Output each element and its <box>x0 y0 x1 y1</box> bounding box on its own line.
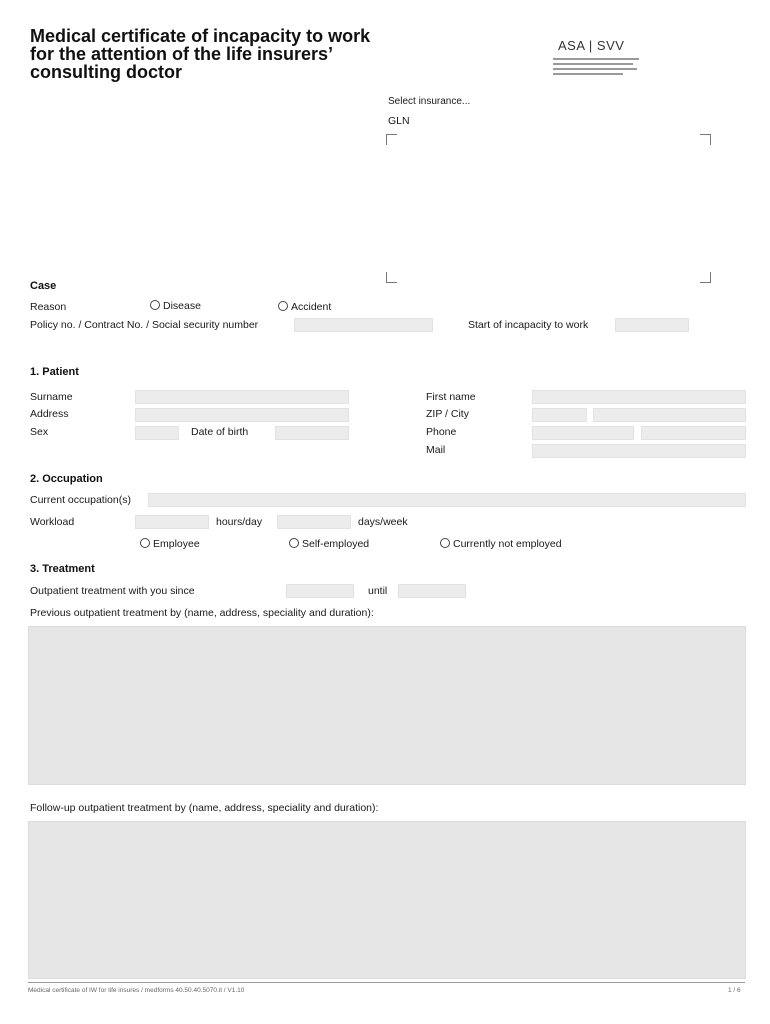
days-per-week-field[interactable] <box>277 515 351 529</box>
occupation-heading: 2. Occupation <box>30 473 103 485</box>
workload-label: Workload <box>30 516 75 528</box>
policy-number-label: Policy no. / Contract No. / Social security number <box>30 319 259 331</box>
start-incapacity-field[interactable] <box>615 318 689 332</box>
phone-field-2[interactable] <box>641 426 746 440</box>
accident-radio[interactable] <box>278 301 331 313</box>
outpatient-until-field[interactable] <box>398 584 466 598</box>
accident-label: Accident <box>291 301 332 313</box>
phone-label: Phone <box>426 426 457 438</box>
employee-label: Employee <box>153 538 200 550</box>
not-employed-radio[interactable] <box>440 538 562 550</box>
select-insurance-dropdown[interactable]: Select insurance... <box>388 96 471 107</box>
address-frame-corner-br <box>700 272 711 283</box>
followup-treatment-textarea[interactable] <box>28 821 746 979</box>
treatment-heading: 3. Treatment <box>30 563 95 575</box>
self-employed-label: Self-employed <box>302 538 370 550</box>
radio-circle-icon <box>150 300 160 310</box>
radio-circle-icon <box>140 538 150 548</box>
surname-label: Surname <box>30 391 73 403</box>
previous-treatment-label: Previous outpatient treatment by (name, address, speciality and duration): <box>30 607 374 619</box>
document-title: Medical certificate of incapacity to work for the attention of the life insurers’ consulting doctor <box>30 26 371 82</box>
patient-heading: 1. Patient <box>30 366 79 378</box>
policy-number-field[interactable] <box>294 318 433 332</box>
zip-city-label: ZIP / City <box>426 408 469 420</box>
logo-tagline-graphic <box>553 58 639 80</box>
current-occupation-field[interactable] <box>148 493 746 507</box>
outpatient-since-label: Outpatient treatment with you since <box>30 585 195 597</box>
disease-label: Disease <box>163 300 201 312</box>
address-frame-corner-tl <box>386 134 397 145</box>
sex-label: Sex <box>30 426 49 438</box>
footer-form-reference: Medical certificate of IW for life insures / medforms 40.50.40.5070.it / V1.10 <box>28 987 245 994</box>
radio-circle-icon <box>289 538 299 548</box>
reason-label: Reason <box>30 301 67 313</box>
days-per-week-label: days/week <box>358 516 408 528</box>
radio-circle-icon <box>278 301 288 311</box>
footer-divider <box>28 982 745 983</box>
disease-radio[interactable] <box>150 300 201 312</box>
start-incapacity-label: Start of incapacity to work <box>468 319 589 331</box>
until-label: until <box>368 585 388 597</box>
date-of-birth-field[interactable] <box>275 426 349 440</box>
gln-label: GLN <box>388 115 410 127</box>
employee-radio[interactable] <box>140 538 200 550</box>
case-heading: Case <box>30 280 57 292</box>
not-employed-label: Currently not employed <box>453 538 562 550</box>
sex-field[interactable] <box>135 426 179 440</box>
first-name-label: First name <box>426 391 476 403</box>
followup-treatment-label: Follow-up outpatient treatment by (name, address, speciality and duration): <box>30 802 379 814</box>
current-occupation-label: Current occupation(s) <box>30 494 131 506</box>
outpatient-since-field[interactable] <box>286 584 354 598</box>
address-frame-corner-bl <box>386 272 397 283</box>
radio-circle-icon <box>440 538 450 548</box>
page-number: 1 / 6 <box>728 987 741 994</box>
asa-svv-logo: ASA | SVV <box>558 38 625 53</box>
hours-per-day-field[interactable] <box>135 515 209 529</box>
self-employed-radio[interactable] <box>289 538 369 550</box>
zip-field[interactable] <box>532 408 587 422</box>
first-name-field[interactable] <box>532 390 746 404</box>
mail-field[interactable] <box>532 444 746 458</box>
address-frame-corner-tr <box>700 134 711 145</box>
address-field[interactable] <box>135 408 349 422</box>
date-of-birth-label: Date of birth <box>191 426 249 438</box>
mail-label: Mail <box>426 444 446 456</box>
surname-field[interactable] <box>135 390 349 404</box>
phone-field[interactable] <box>532 426 634 440</box>
previous-treatment-textarea[interactable] <box>28 626 746 785</box>
city-field[interactable] <box>593 408 746 422</box>
address-label: Address <box>30 408 69 420</box>
hours-per-day-label: hours/day <box>216 516 263 528</box>
